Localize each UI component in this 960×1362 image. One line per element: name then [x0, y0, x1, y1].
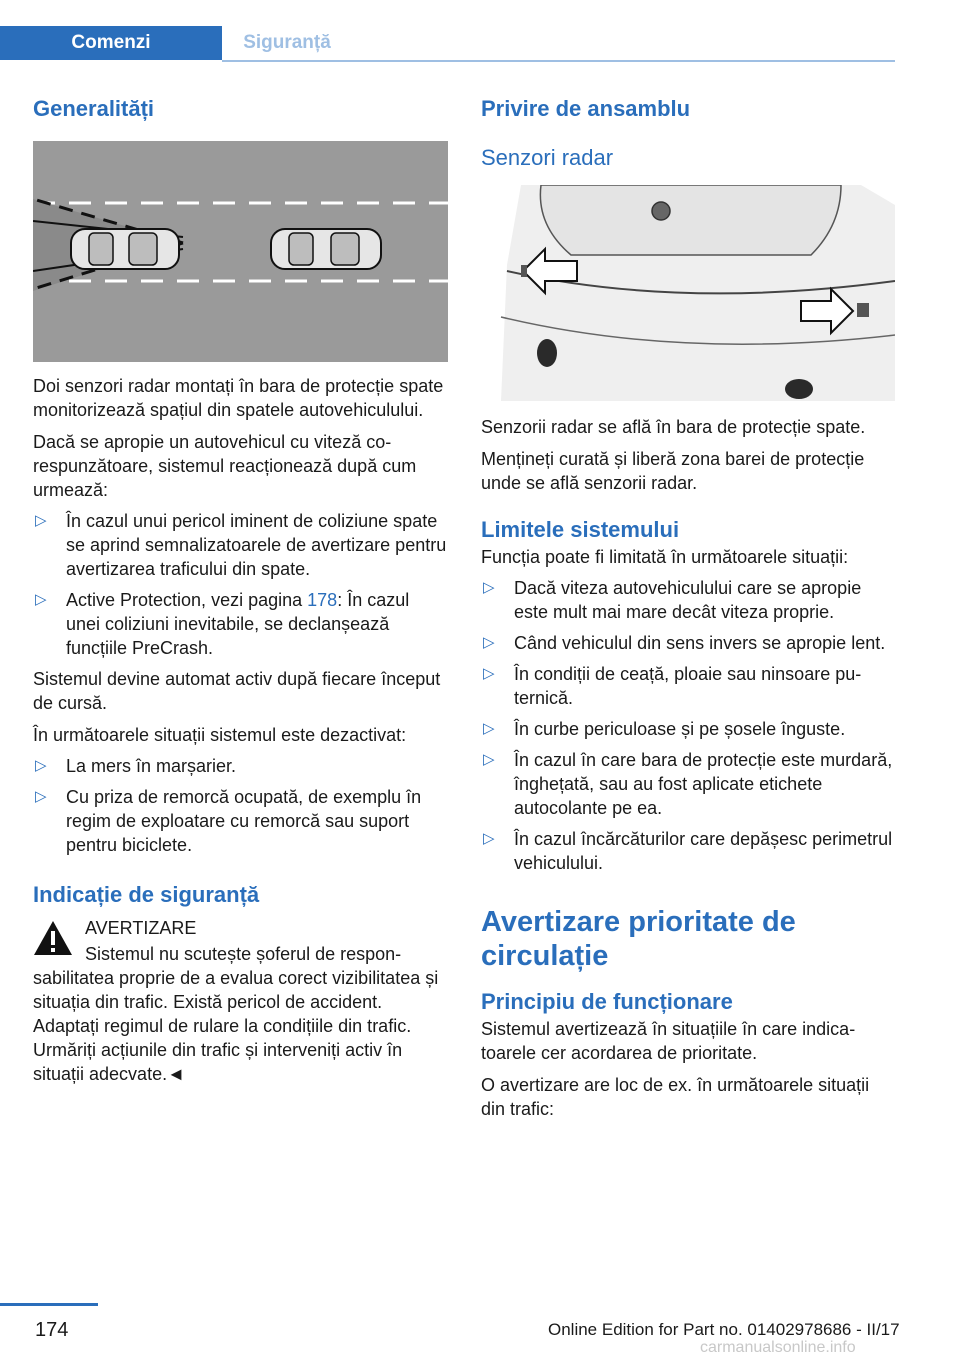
list-item: ▷ Cu priza de remorcă ocupată, de exemplu în regim de exploatare cu remorcă sau suport pentru biciclete. — [35, 787, 422, 855]
list-item: ▷ Active Protection, vezi pagina 178: În cazul unei coliziuni inevitabile, se declanșează funcțiile PreCrash. — [35, 590, 410, 658]
list-item: ▷ În cazul în care bara de protecție este murdară, înghețată, sau au fost aplicate etichete autocolante pe ea. — [483, 750, 893, 818]
bullet-icon: ▷ — [483, 830, 495, 847]
chapter-heading-priority-warning: Avertizare prioritate de circulație — [481, 906, 796, 972]
bullet-icon: ▷ — [35, 512, 47, 529]
footer-rule — [0, 1303, 98, 1306]
deactivation-list — [33, 754, 448, 857]
rear-bumper-figure — [481, 185, 895, 401]
list-item: ▷ La mers în marșarier. — [35, 756, 237, 776]
limits-list — [481, 576, 895, 875]
section-heading-overview: Privire de ansamblu — [481, 96, 691, 121]
paragraph-deactivated: În următoarele situații sistemul este dezactivat: — [33, 725, 407, 745]
warning-title: AVERTIZARE — [85, 918, 197, 938]
bullet-icon: ▷ — [483, 665, 495, 682]
right-column — [481, 96, 895, 1121]
radar-coverage-illustration — [33, 141, 448, 362]
bullet-icon: ▷ — [483, 720, 495, 737]
paragraph-limits-intro: Funcția poate fi limitată în următoarele situații: — [481, 547, 849, 567]
section-heading-generalitati: Generalități — [33, 96, 155, 121]
bullet-icon: ▷ — [483, 634, 495, 651]
warning-triangle-icon — [33, 920, 73, 956]
reaction-list — [33, 509, 448, 660]
list-item: ▷ În curbe periculoase și pe șosele înguste. — [483, 719, 846, 739]
section-heading-principle: Principiu de funcționare — [481, 989, 733, 1014]
warning-block — [33, 916, 448, 1086]
bullet-icon: ▷ — [35, 788, 47, 805]
header-tabs — [0, 26, 895, 62]
tab-comenzi[interactable]: Comenzi — [0, 26, 222, 60]
page-link-178[interactable]: 178 — [307, 590, 338, 610]
tab-siguranta[interactable]: Siguranță — [243, 32, 331, 53]
watermark: carmanualsonline.info — [700, 1339, 856, 1356]
paragraph-sensor-location: Senzorii radar se află în bara de protecție spate. — [481, 417, 866, 437]
list-item: ▷ Dacă viteza autovehiculului care se apropie este mult mai mare decât viteza proprie. — [483, 578, 862, 622]
paragraph-auto-active: Sistemul devine automat activ după fiecare început de cursă. — [33, 669, 441, 713]
list-item: ▷ Când vehiculul din sens invers se apropie lent. — [483, 633, 886, 653]
rear-bumper-illustration — [481, 185, 895, 401]
paragraph-principle: Sistemul avertizează în situațiile în care indicatoarele cer acordarea de prioritate. — [481, 1019, 856, 1063]
paragraph-examples: O avertizare are loc de ex. în următoarele situații din trafic: — [481, 1075, 870, 1119]
subheading-radar-sensors: Senzori radar — [481, 145, 614, 170]
radar-coverage-figure — [33, 141, 448, 362]
warning-text: Sistemul nu scutește șoferul de responsabilitatea proprie de a evalua corect vizibilitatea și situația din trafic. Există pericol de accident. Adaptați regimul de rulare la condițiile din trafic. Urmăriți acțiunile din trafic și interveniți activ în situații adecvate.◄ — [33, 944, 439, 1084]
bullet-icon: ▷ — [483, 579, 495, 596]
list-item: ▷ În condiții de ceață, ploaie sau ninsoare puternică. — [483, 664, 862, 708]
bullet-icon: ▷ — [35, 757, 47, 774]
section-heading-limits: Limitele sistemului — [481, 517, 680, 542]
edition-info: Online Edition for Part no. 01402978686 - II/17 — [548, 1320, 900, 1339]
paragraph-radar-intro: Doi senzori radar montați în bara de protecție spate monitorizează spațiul din spatele autovehiculului. — [33, 376, 444, 420]
bullet-icon: ▷ — [35, 591, 47, 608]
section-heading-safety: Indicație de siguranță — [33, 882, 260, 907]
tab-underline — [222, 60, 895, 62]
page-number: 174 — [35, 1319, 69, 1341]
list-item: ▷ În cazul încărcăturilor care depășesc perimetrul vehiculului. — [483, 829, 893, 873]
list-item: ▷ În cazul unui pericol iminent de coliziune spate se aprind semnalizatoarele de avertizare pentru avertizarea traficului din spate. — [35, 511, 447, 579]
bullet-icon: ▷ — [483, 751, 495, 768]
left-column — [33, 96, 448, 1086]
paragraph-reaction: Dacă se apropie un autovehicul cu viteză corespunzătoare, sistemul reacționează după cum urmează: — [33, 432, 417, 500]
paragraph-keep-clean: Mențineți curată și liberă zona barei de protecție unde se află senzorii radar. — [481, 449, 865, 493]
